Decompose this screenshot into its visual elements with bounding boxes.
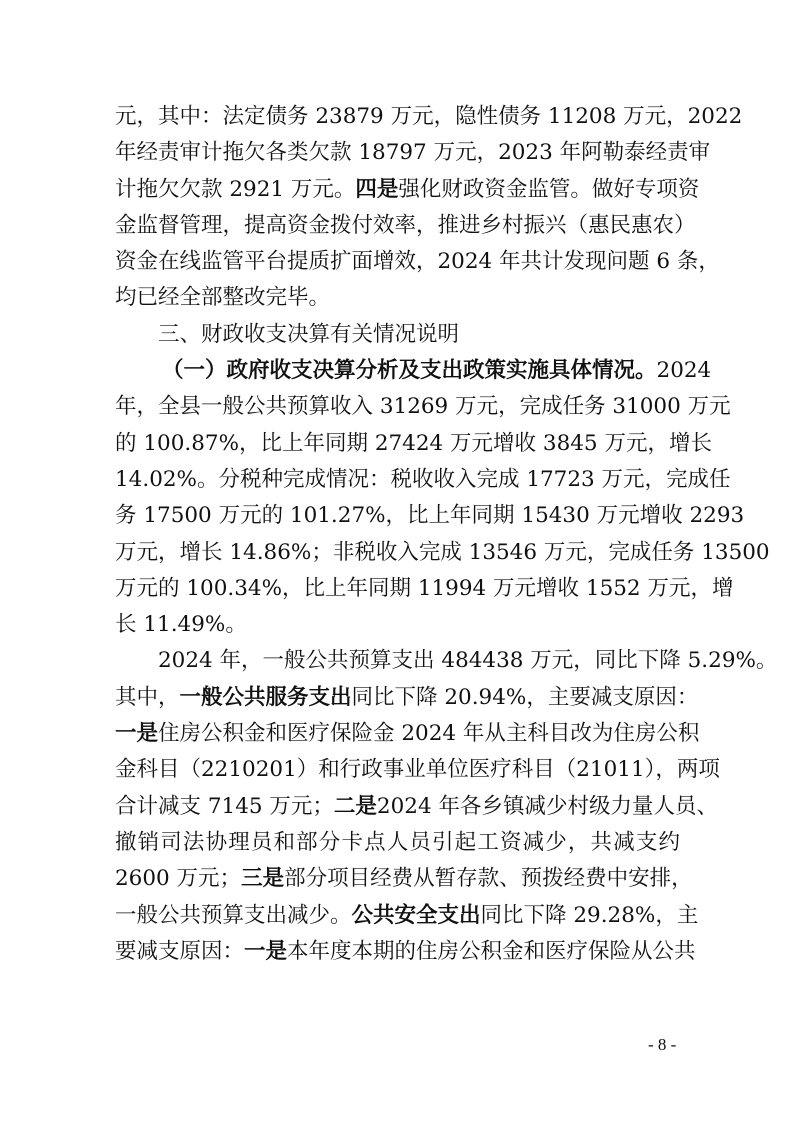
text-span: 2600 万元； <box>115 866 242 892</box>
text-line: 金科目（2210201）和行政事业单位医疗科目（21011），两项 <box>115 757 720 783</box>
bold-label: 一是 <box>244 938 288 964</box>
text-line <box>115 789 718 825</box>
text-line: 务 17500 万元的 101.27%，比上年同期 15430 万元增收 2293 <box>115 503 745 529</box>
text-span: 其中， <box>115 684 180 710</box>
text-line: 万元，增长 14.86%；非税收入完成 13546 万元，完成任务 13500 <box>115 539 770 565</box>
text-span: 一般公共预算支出减少。 <box>115 902 352 928</box>
text-span: 部分项目经费从暂存款、预拨经费中安排， <box>284 866 693 892</box>
bold-label: 二是 <box>333 793 377 819</box>
text-line: 万元的 100.34%，比上年同期 11994 万元增收 1552 万元，增 <box>115 575 734 601</box>
text-line <box>115 172 700 208</box>
text-line: 均已经全部整改完毕。 <box>115 285 331 311</box>
text-span: 2024 <box>656 358 712 384</box>
text-span: 同比下降 29.28%，主 <box>480 902 699 928</box>
bold-label: 一是 <box>115 721 159 747</box>
bold-label: 四是 <box>355 176 399 202</box>
text-line <box>115 353 712 389</box>
text-line: 撤销司法协理员和部分卡点人员引起工资减少，共减支约 <box>115 829 680 855</box>
text-span: 合计减支 7145 万元； <box>115 793 334 819</box>
text-line: 14.02%。分税种完成情况：税收收入完成 17723 万元，完成任 <box>115 466 731 492</box>
text-line: 金监督管理，提高资金拨付效率，推进乡村振兴（惠民惠农） <box>115 212 696 238</box>
text-line <box>115 716 700 752</box>
text-span: 计拖欠欠款 2921 万元。 <box>115 176 356 202</box>
text-line <box>115 934 696 970</box>
text-line: 元，其中：法定债务 23879 万元，隐性债务 11208 万元，2022 <box>115 104 743 129</box>
text-span: 要减支原因： <box>115 938 245 964</box>
text-line: 资金在线监管平台提质扩面增效，2024 年共计发现问题 6 条， <box>115 249 720 275</box>
text-span: 强化财政资金监管。做好专项资 <box>398 176 700 202</box>
text-line <box>115 898 699 934</box>
bold-label: 公共安全支出 <box>351 902 481 928</box>
text-span: 住房公积金和医疗保险金 2024 年从主科目改为住房公积 <box>158 721 700 747</box>
subheading-bold: （一）政府收支决算分析及支出政策实施具体情况。 <box>162 358 657 384</box>
text-line <box>115 680 699 716</box>
text-line: 2024 年，一般公共预算支出 484438 万元，同比下降 5.29%。 <box>158 648 778 674</box>
page-number: - 8 - <box>648 1035 677 1054</box>
text-line: 的 100.87%，比上年同期 27424 万元增收 3845 万元，增长 <box>115 430 712 456</box>
text-line <box>115 861 693 897</box>
bold-label: 三是 <box>241 866 285 892</box>
text-span: 本年度本期的住房公积金和医疗保险从公共 <box>287 938 696 964</box>
bold-label: 一般公共服务支出 <box>179 684 352 710</box>
body-text <box>115 99 778 970</box>
text-span: 同比下降 20.94%，主要减支原因： <box>351 684 699 710</box>
text-line: 年经责审计拖欠各类欠款 18797 万元，2023 年阿勒泰经责审 <box>115 140 711 166</box>
text-span: 2024 年各乡镇减少村级力量人员、 <box>376 793 718 819</box>
text-line: 年，全县一般公共预算收入 31269 万元，完成任务 31000 万元 <box>115 394 731 420</box>
section-heading: 三、财政收支决算有关情况说明 <box>158 321 460 347</box>
text-line: 长 11.49%。 <box>115 612 247 638</box>
